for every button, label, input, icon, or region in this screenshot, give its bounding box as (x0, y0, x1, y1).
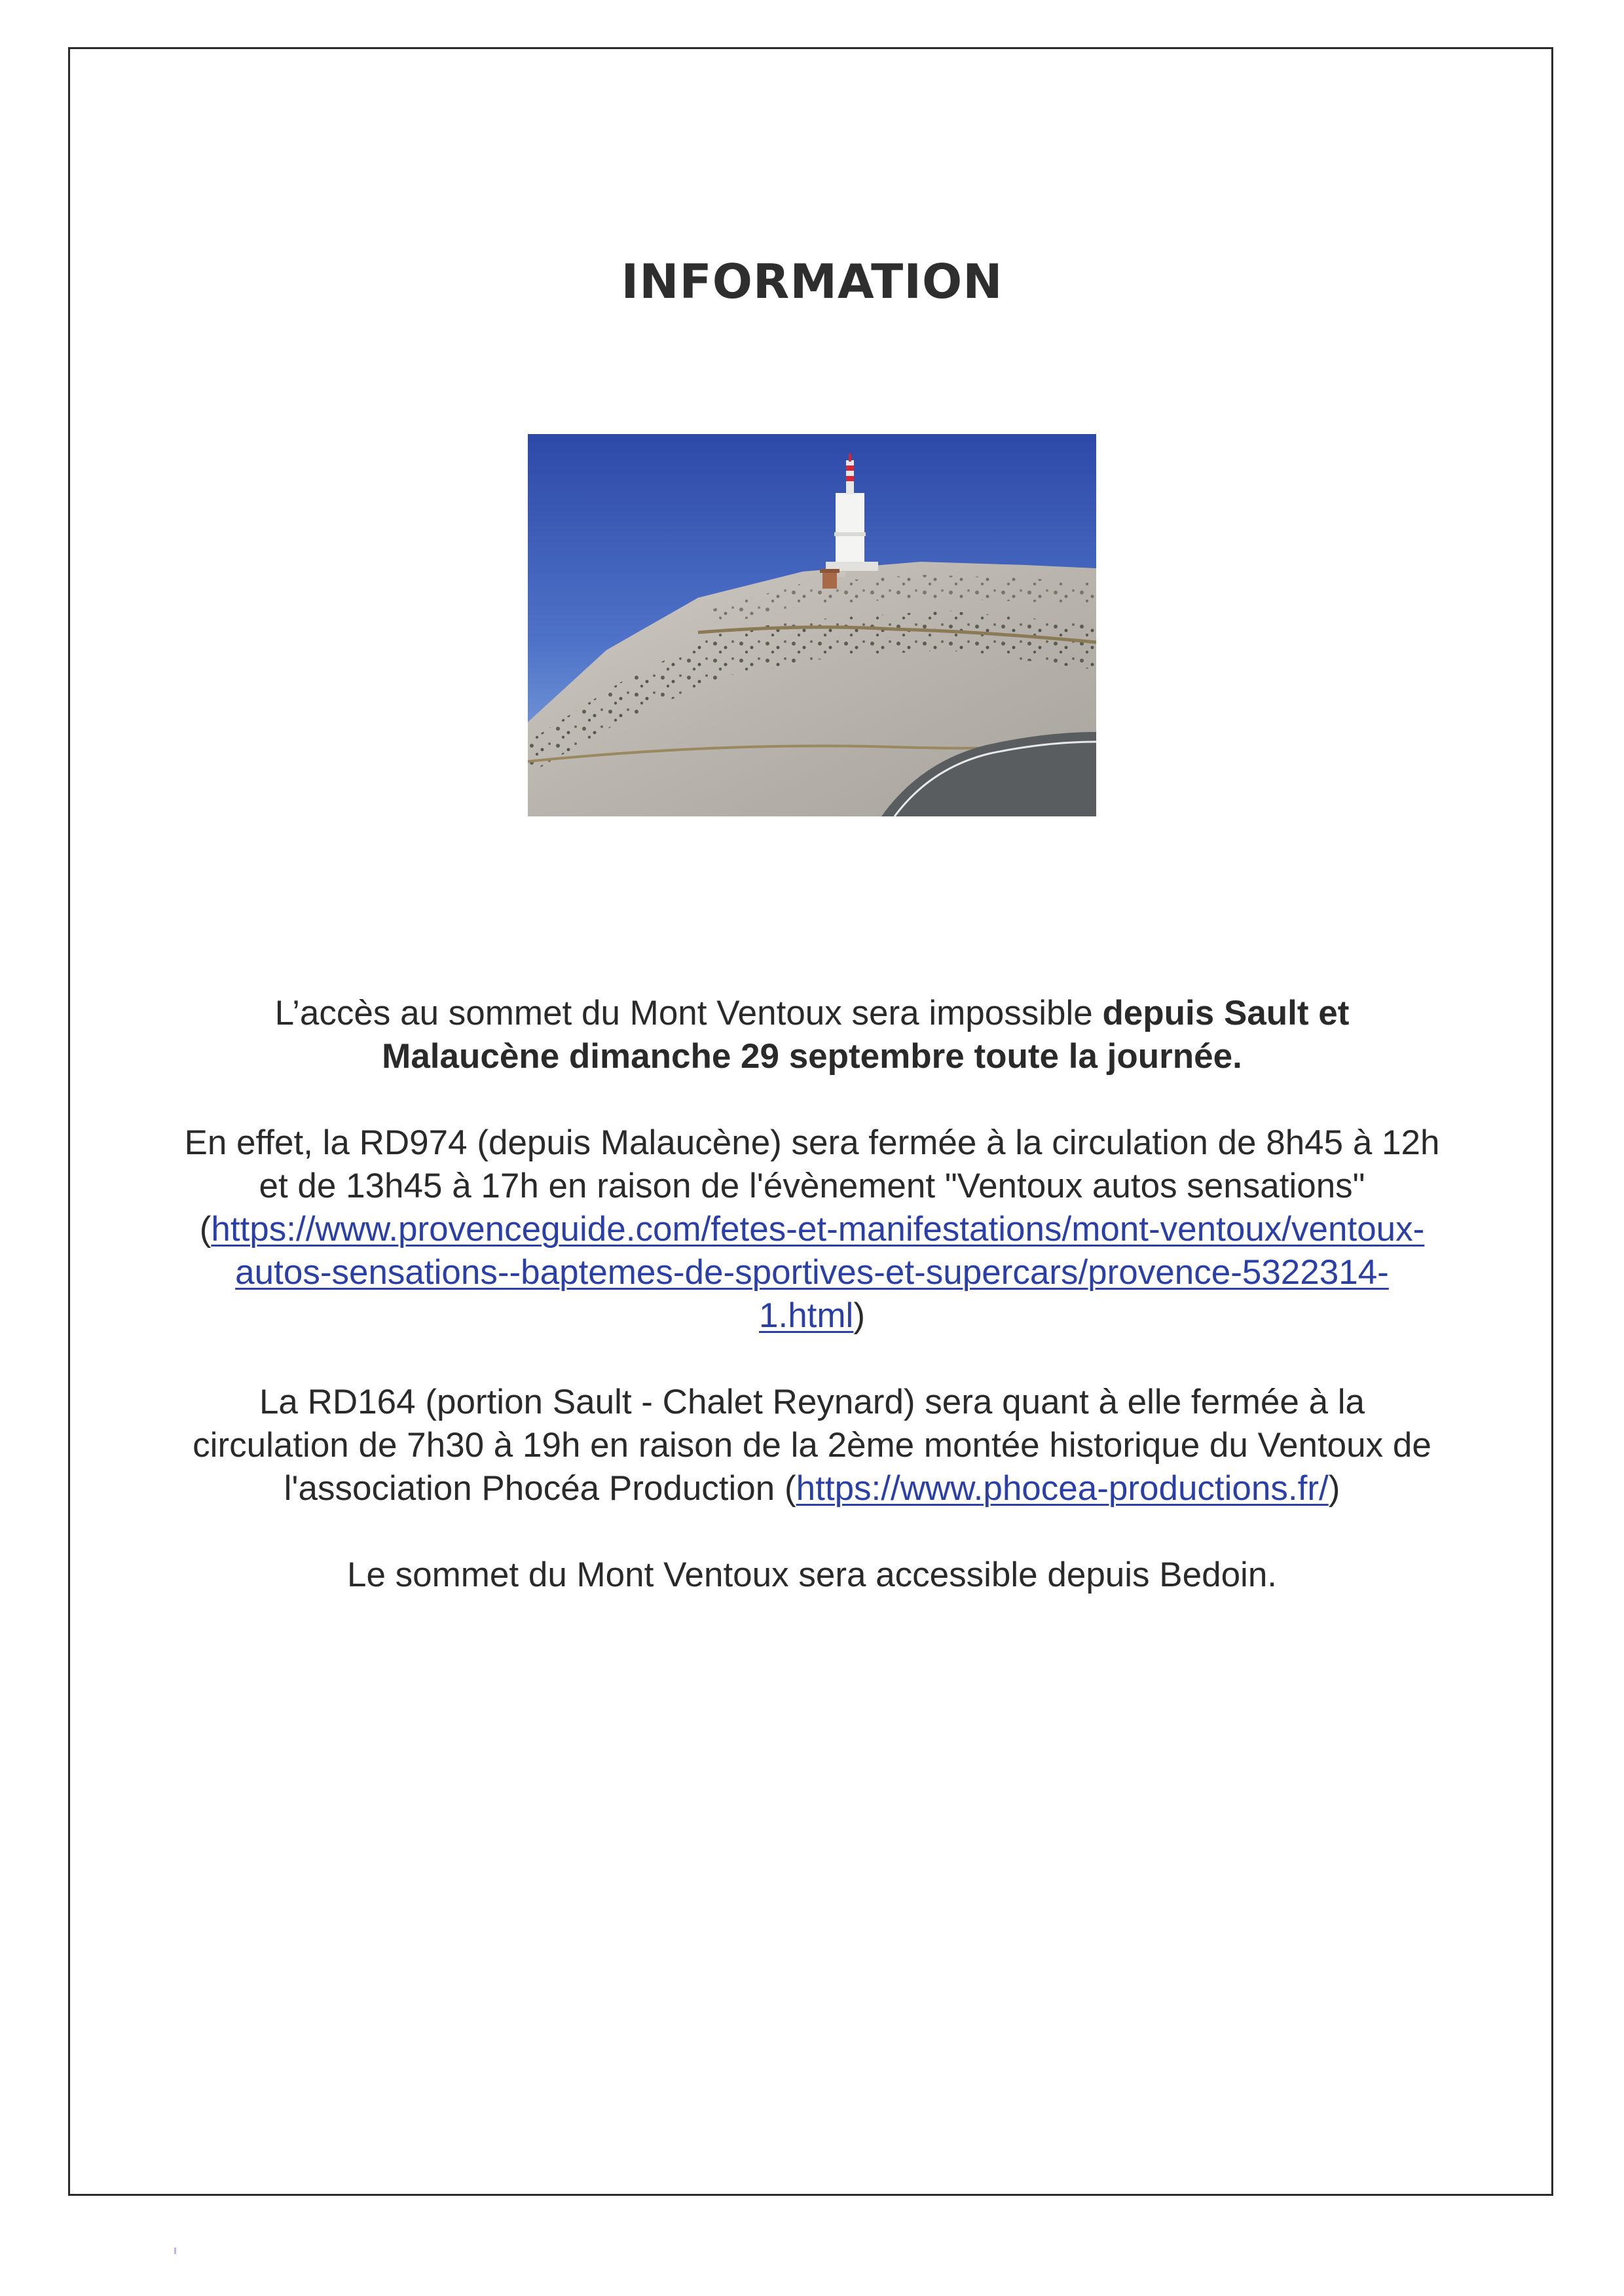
rd974-closing-paren: ) (853, 1296, 865, 1335)
rd164-closing-paren: ) (1328, 1469, 1340, 1508)
announcement-body (183, 992, 1441, 1640)
page-title: INFORMATION (621, 254, 1003, 309)
mont-ventoux-photo (528, 434, 1096, 816)
paragraph-rd164 (183, 1381, 1441, 1510)
provenceguide-link[interactable]: https://www.provenceguide.com/fetes-et-manifestations/mont-ventoux/ventoux-autos-sensations--baptemes-de-sportives-et-supercars/provence-5322314-1.html (211, 1210, 1425, 1335)
closure-notice-highlight: depuis Sault et Malaucène dimanche 29 septembre toute la journée. (382, 994, 1350, 1076)
paragraph-rd974 (183, 1121, 1441, 1338)
closure-notice-text: L’accès au sommet du Mont Ventoux sera impossible (274, 994, 1103, 1032)
scan-mark (174, 2248, 176, 2254)
phocea-link[interactable]: https://www.phocea-productions.fr/ (796, 1469, 1329, 1508)
paragraph-bedoin-access: Le sommet du Mont Ventoux sera accessible depuis Bedoin. (346, 1556, 1278, 1594)
rd974-text: En effet, la RD974 (depuis Malaucène) sera fermée à la circulation de 8h45 à 12h et de 13h45 à 17h en raison de l'évènement "Ventoux autos sensations" ( (184, 1123, 1440, 1248)
paragraph-closure-notice (183, 992, 1441, 1078)
rd164-text: La RD164 (portion Sault - Chalet Reynard) sera quant à elle fermée à la circulation de 7h30 à 19h en raison de la 2ème montée historique du Ventoux de l'association Phocéa Production ( (193, 1383, 1431, 1508)
